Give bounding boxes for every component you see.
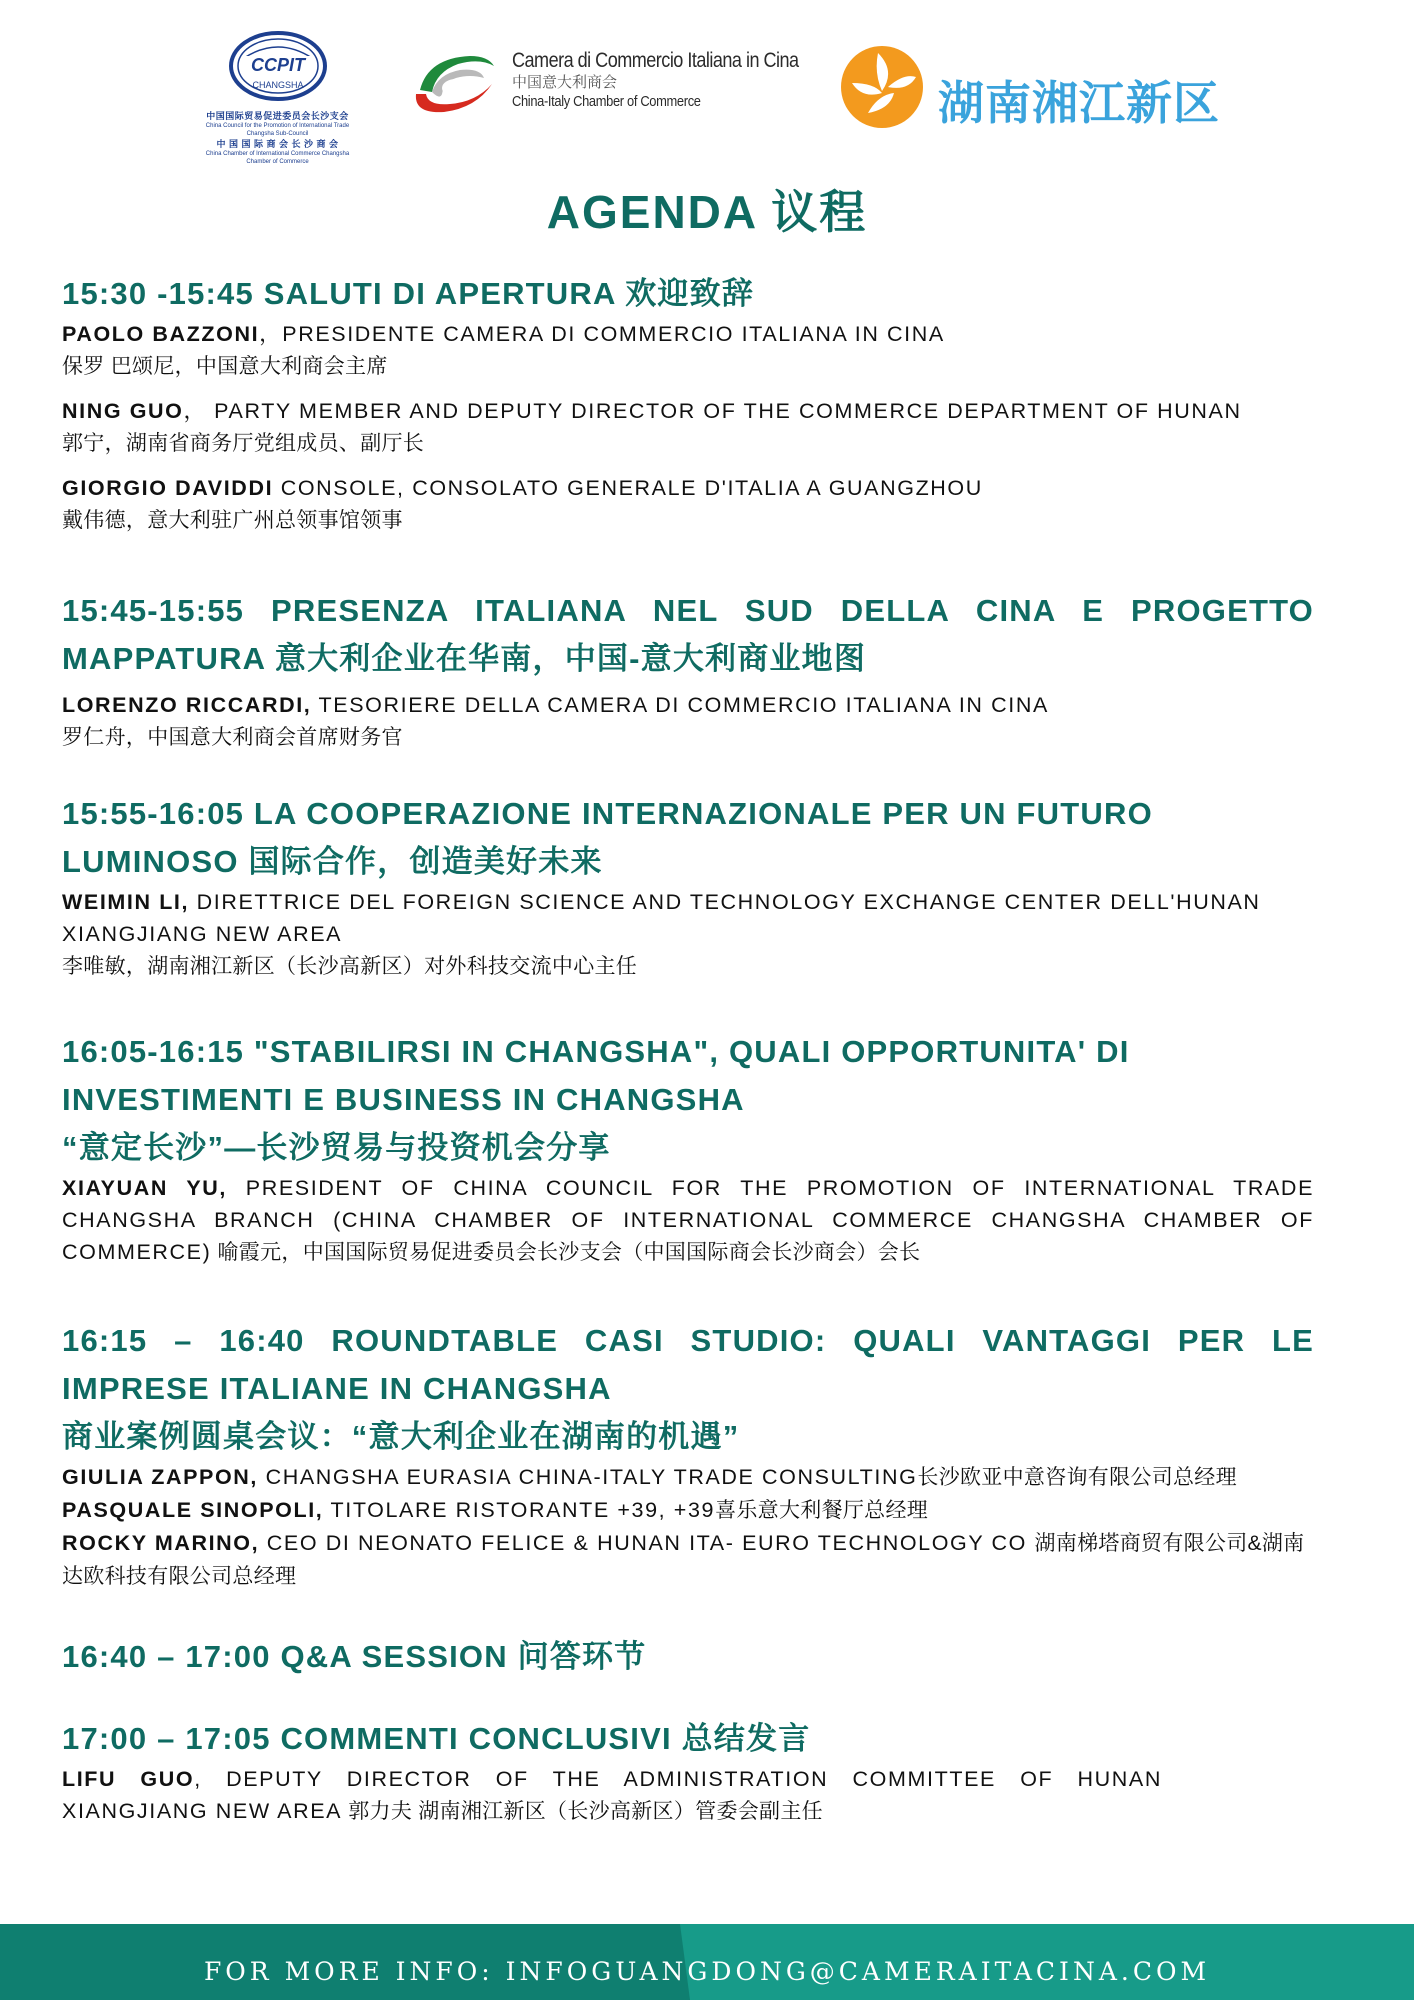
speaker-name: LIFU GUO <box>62 1767 195 1791</box>
agenda-item-presenza <box>62 587 1314 754</box>
hunan-sail-icon <box>838 43 926 131</box>
ccpit-subtitle-en-2: China Chamber of International Commerce Changsha Chamber of Commerce <box>205 151 350 165</box>
camera-name-cn: 中国意大利商会 <box>512 74 618 91</box>
speaker-name: PASQUALE SINOPOLI, <box>62 1498 324 1522</box>
agenda-item-heading: 17:00 – 17:05 COMMENTI CONCLUSIVI 总结发言 <box>62 1721 811 1756</box>
speaker-role-cn: 喻霞元，中国国际贸易促进委员会长沙支会（中国国际商会长沙商会）会长 <box>211 1241 921 1264</box>
agenda-item-opening <box>62 270 1314 537</box>
speaker-name: WEIMIN LI, <box>62 890 190 914</box>
hunan-xiangjiang-logo <box>838 43 1238 143</box>
speaker-line <box>62 886 1314 950</box>
speaker-role-cn: 长沙欧亚中意咨询有限公司总经理 <box>917 1466 1237 1489</box>
logo-header <box>0 26 1414 165</box>
speaker-name: GIORGIO DAVIDDI <box>62 476 274 500</box>
ccpit-ring-text: CHANGSHA <box>251 80 304 90</box>
speaker-line <box>62 472 1314 504</box>
speaker-role: ， PARTY MEMBER AND DEPUTY DIRECTOR OF THE COMMERCE DEPARTMENT OF HUNAN <box>183 399 1242 423</box>
agenda-item-qa <box>62 1633 1314 1681</box>
camera-text <box>512 48 845 112</box>
speaker-role: CONSOLE, CONSOLATO GENERALE D'ITALIA A GUANGZHOU <box>273 476 983 500</box>
speaker-role-cn: 罗仁舟，中国意大利商会首席财务官 <box>62 726 403 749</box>
speaker-role: , DEPUTY DIRECTOR OF THE ADMINISTRATION COMMITTEE OF HUNAN XIANGJIANG NEW AREA <box>62 1767 1162 1823</box>
speaker-name: XIAYUAN YU, <box>62 1176 227 1200</box>
agenda-item-heading-cn: 商业案例圆桌会议：“意大利企业在湖南的机遇” <box>62 1419 740 1454</box>
agenda-title: AGENDA 议程 <box>546 186 868 238</box>
speaker-role-cn: 保罗 巴颂尼，中国意大利商会主席 <box>62 355 388 378</box>
speaker-role-cn: 郭宁，湖南省商务厅党组成员、副厅长 <box>62 432 425 455</box>
agenda-item-heading: 15:45-15:55 PRESENZA ITALIANA NEL SUD DELLA CINA E PROGETTO MAPPATURA 意大利企业在华南，中国-意大利商业地图 <box>62 593 1314 676</box>
ccpit-subtitle-cn-2: 中 国 国 际 商 会 长 沙 商 会 <box>216 139 339 149</box>
agenda-item-heading: 16:15 – 16:40 ROUNDTABLE CASI STUDIO: QUALI VANTAGGI PER LE IMPRESE ITALIANE IN CHANGSHA <box>62 1323 1314 1406</box>
speaker-role: TITOLARE RISTORANTE +39, +39 <box>323 1498 716 1522</box>
speaker-name: LORENZO RICCARDI, <box>62 693 312 717</box>
agenda-item-cooperazione <box>62 790 1314 983</box>
agenda-item-closing <box>62 1715 1314 1828</box>
hunan-logo-text: 湖南湘江新区 <box>938 77 1220 129</box>
speaker-line <box>62 1172 1314 1269</box>
ccpit-subtitle-en-1: China Council for the Promotion of International Trade Changsha Sub-Council <box>205 123 350 137</box>
speaker-role: ，PRESIDENTE CAMERA DI COMMERCIO ITALIANA IN CINA <box>259 322 945 346</box>
speaker-role: PRESIDENT OF CHINA COUNCIL FOR THE PROMOTION OF INTERNATIONAL TRADE CHANGSHA BRANCH (CHINA CHAMBER OF INTERNATIONAL COMMERCE CHANGSHA CHAMBER OF COMMERCE) <box>62 1176 1315 1264</box>
agenda-item-heading: 16:05-16:15 "STABILIRSI IN CHANGSHA", QUALI OPPORTUNITA' DI INVESTIMENTI E BUSINESS IN CHANGSHA <box>62 1034 1130 1117</box>
ccpit-emblem-icon <box>224 26 332 110</box>
ccpit-mark: CCPIT <box>250 55 305 75</box>
camera-commercio-logo <box>410 48 810 143</box>
speaker-line <box>62 318 1314 350</box>
speaker-role-cn: 喜乐意大利餐厅总经理 <box>715 1499 929 1522</box>
speaker-role: DIRETTRICE DEL FOREIGN SCIENCE AND TECHNOLOGY EXCHANGE CENTER DELL'HUNAN XIANGJIANG NEW AREA <box>62 890 1261 946</box>
agenda-item-heading: 15:55-16:05 LA COOPERAZIONE INTERNAZIONALE PER UN FUTURO LUMINOSO 国际合作，创造美好未来 <box>62 796 1153 879</box>
speaker-name: GIULIA ZAPPON, <box>62 1465 258 1489</box>
agenda-item-heading-cn: “意定长沙”—长沙贸易与投资机会分享 <box>62 1130 611 1165</box>
speaker-role-cn: 湖南梯塔商贸有限公司&湖南达欧科技有限公司总经理 <box>62 1532 1305 1588</box>
speaker-role-cn: 李唯敏，湖南湘江新区（长沙高新区）对外科技交流中心主任 <box>62 955 638 978</box>
speaker-line <box>62 1494 1314 1527</box>
camera-name-en: China-Italy Chamber of Commerce <box>512 93 701 110</box>
camera-swirl-icon <box>410 48 500 118</box>
speaker-name: PAOLO BAZZONI <box>62 322 260 346</box>
speaker-name: NING GUO <box>62 399 184 423</box>
footer-banner <box>0 1924 1414 2000</box>
speaker-role: TESORIERE DELLA CAMERA DI COMMERCIO ITALIANA IN CINA <box>311 693 1049 717</box>
agenda-item-changsha <box>62 1028 1314 1269</box>
speaker-line <box>62 1461 1314 1494</box>
speaker-role-cn: 戴伟德，意大利驻广州总领事馆领事 <box>62 509 403 532</box>
speaker-role-cn: 郭力夫 湖南湘江新区（长沙高新区）管委会副主任 <box>342 1800 823 1823</box>
speaker-line <box>62 689 1314 721</box>
agenda-item-roundtable <box>62 1317 1314 1593</box>
speaker-role: CEO DI NEONATO FELICE & HUNAN ITA- EURO TECHNOLOGY CO <box>259 1531 1035 1555</box>
speaker-role: CHANGSHA EURASIA CHINA-ITALY TRADE CONSULTING <box>258 1465 918 1489</box>
speaker-line <box>62 395 1314 427</box>
speaker-line <box>62 1763 1162 1828</box>
agenda-item-heading: 15:30 -15:45 SALUTI DI APERTURA 欢迎致辞 <box>62 276 755 311</box>
footer-contact-email[interactable]: FOR MORE INFO: INFOGUANGDONG@CAMERAITACINA.COM <box>203 1957 1211 1986</box>
speaker-line <box>62 1527 1314 1593</box>
ccpit-subtitle-cn-1: 中国国际贸易促进委员会长沙支会 <box>206 111 349 121</box>
ccpit-changsha-logo <box>200 26 355 165</box>
camera-name-it: Camera di Commercio Italiana in Cina <box>512 49 799 72</box>
speaker-name: ROCKY MARINO, <box>62 1531 260 1555</box>
agenda-item-heading: 16:40 – 17:00 Q&A SESSION 问答环节 <box>62 1639 647 1674</box>
